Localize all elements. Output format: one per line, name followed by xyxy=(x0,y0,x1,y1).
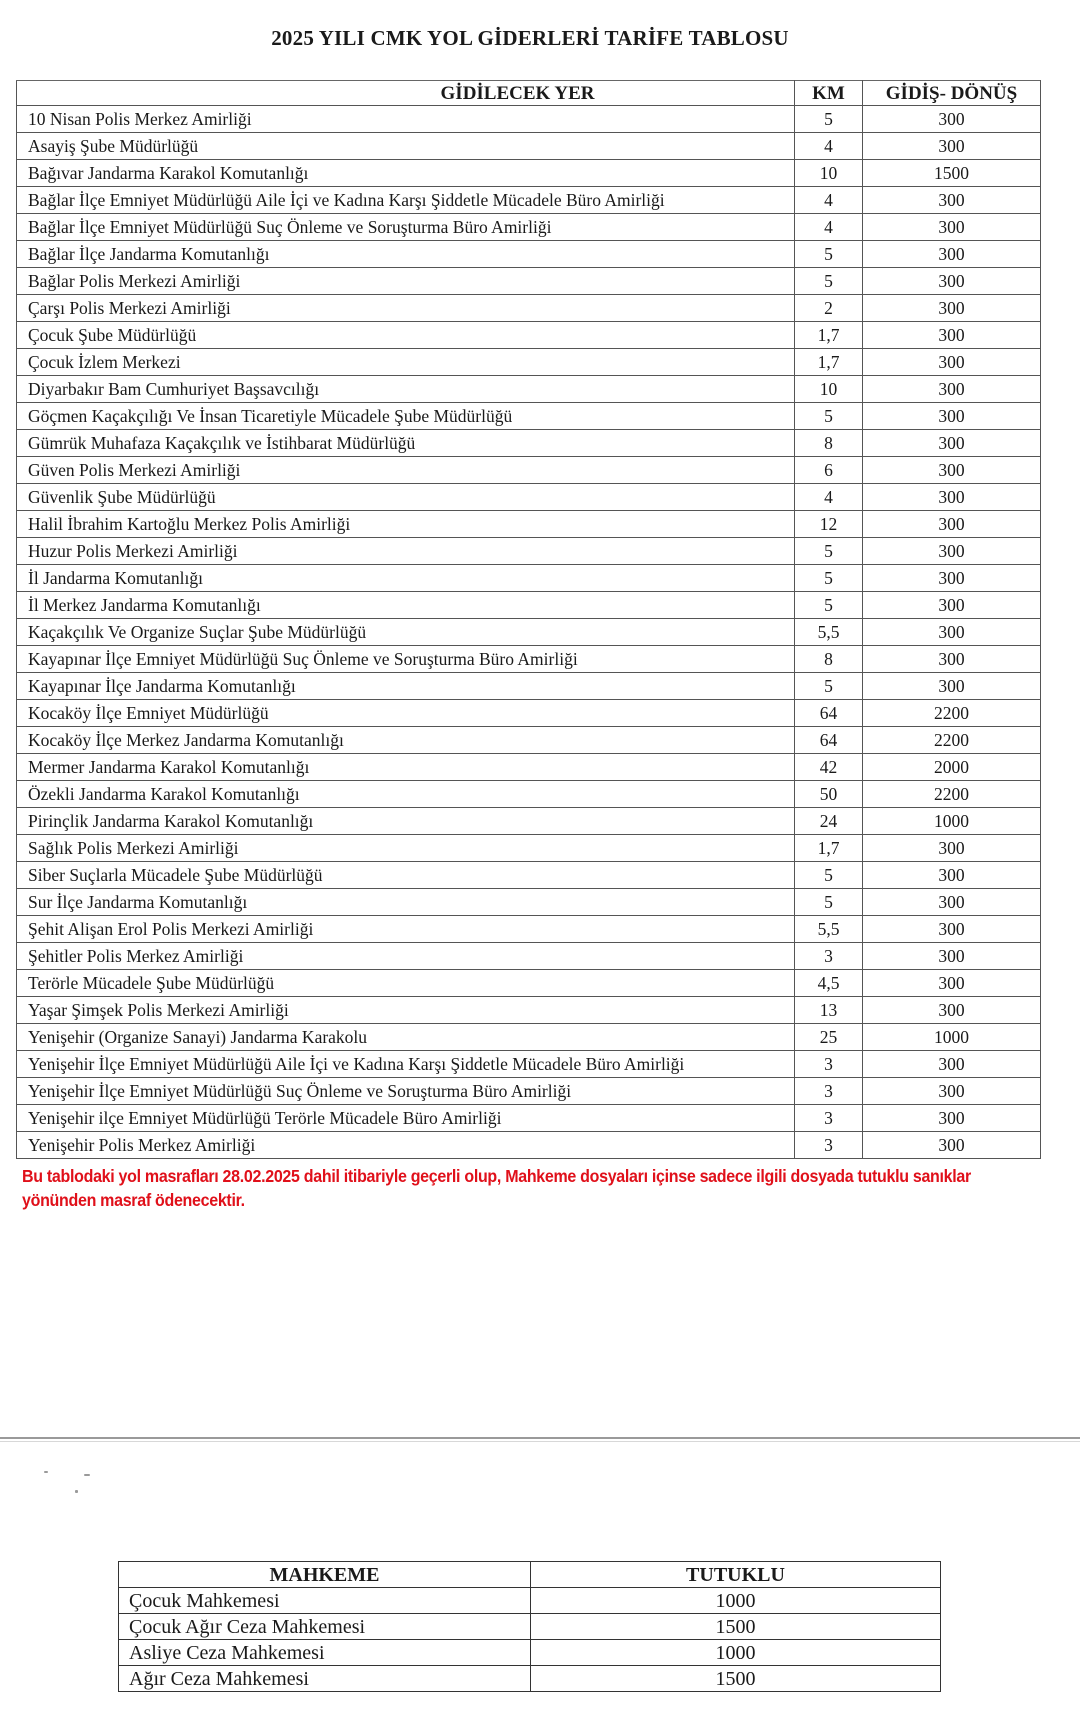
destination-cell: Güvenlik Şube Müdürlüğü xyxy=(17,484,795,511)
table-row xyxy=(17,241,1041,268)
destination-cell: Pirinçlik Jandarma Karakol Komutanlığı xyxy=(17,808,795,835)
round-trip-cell: 300 xyxy=(863,511,1041,538)
destination-cell: Kayapınar İlçe Emniyet Müdürlüğü Suç Önleme ve Soruşturma Büro Amirliği xyxy=(17,646,795,673)
km-cell: 24 xyxy=(795,808,863,835)
round-trip-cell: 300 xyxy=(863,889,1041,916)
destination-cell: Kayapınar İlçe Jandarma Komutanlığı xyxy=(17,673,795,700)
km-cell: 6 xyxy=(795,457,863,484)
table-row xyxy=(17,592,1041,619)
destination-cell: Kocaköy İlçe Emniyet Müdürlüğü xyxy=(17,700,795,727)
round-trip-cell: 300 xyxy=(863,214,1041,241)
destination-cell: Sağlık Polis Merkezi Amirliği xyxy=(17,835,795,862)
km-cell: 4 xyxy=(795,484,863,511)
detained-fee-cell: 1500 xyxy=(531,1666,941,1692)
route-table-body xyxy=(17,106,1041,1159)
destination-cell: Çocuk Şube Müdürlüğü xyxy=(17,322,795,349)
table-row xyxy=(17,484,1041,511)
round-trip-cell: 300 xyxy=(863,241,1041,268)
table-row xyxy=(17,160,1041,187)
round-trip-cell: 300 xyxy=(863,1078,1041,1105)
table-row xyxy=(17,430,1041,457)
round-trip-cell: 300 xyxy=(863,1132,1041,1159)
table-row xyxy=(17,565,1041,592)
header-round-trip: GİDİŞ- DÖNÜŞ xyxy=(863,81,1041,106)
destination-cell: Yaşar Şimşek Polis Merkezi Amirliği xyxy=(17,997,795,1024)
table-row xyxy=(17,646,1041,673)
detained-fee-cell: 1000 xyxy=(531,1640,941,1666)
km-cell: 5,5 xyxy=(795,619,863,646)
court-name-cell: Ağır Ceza Mahkemesi xyxy=(119,1666,531,1692)
km-cell: 5 xyxy=(795,538,863,565)
round-trip-cell: 300 xyxy=(863,484,1041,511)
destination-cell: Yenişehir Polis Merkez Amirliği xyxy=(17,1132,795,1159)
km-cell: 42 xyxy=(795,754,863,781)
route-tariff-table xyxy=(16,80,1041,1159)
table-row xyxy=(17,511,1041,538)
round-trip-cell: 2000 xyxy=(863,754,1041,781)
round-trip-cell: 300 xyxy=(863,376,1041,403)
header-destination: GİDİLECEK YER xyxy=(17,81,795,106)
round-trip-cell: 300 xyxy=(863,430,1041,457)
km-cell: 5 xyxy=(795,268,863,295)
scan-speck xyxy=(75,1490,78,1493)
km-cell: 3 xyxy=(795,1132,863,1159)
destination-cell: Halil İbrahim Kartoğlu Merkez Polis Amirliği xyxy=(17,511,795,538)
km-cell: 5 xyxy=(795,862,863,889)
destination-cell: Bağlar İlçe Jandarma Komutanlığı xyxy=(17,241,795,268)
table-row xyxy=(17,619,1041,646)
km-cell: 8 xyxy=(795,430,863,457)
court-name-cell: Çocuk Ağır Ceza Mahkemesi xyxy=(119,1614,531,1640)
court-row xyxy=(119,1588,941,1614)
table-row xyxy=(17,187,1041,214)
page-separator-shadow xyxy=(0,1441,1080,1442)
destination-cell: Mermer Jandarma Karakol Komutanlığı xyxy=(17,754,795,781)
destination-cell: Gümrük Muhafaza Kaçakçılık ve İstihbarat Müdürlüğü xyxy=(17,430,795,457)
km-cell: 4 xyxy=(795,187,863,214)
round-trip-cell: 300 xyxy=(863,835,1041,862)
table-row xyxy=(17,1024,1041,1051)
table-row xyxy=(17,538,1041,565)
destination-cell: Huzur Polis Merkezi Amirliği xyxy=(17,538,795,565)
round-trip-cell: 2200 xyxy=(863,781,1041,808)
destination-cell: Bağlar İlçe Emniyet Müdürlüğü Aile İçi ve Kadına Karşı Şiddetle Mücadele Büro Amirliği xyxy=(17,187,795,214)
table-row xyxy=(17,889,1041,916)
round-trip-cell: 300 xyxy=(863,133,1041,160)
round-trip-cell: 300 xyxy=(863,997,1041,1024)
round-trip-cell: 1000 xyxy=(863,1024,1041,1051)
destination-cell: İl Jandarma Komutanlığı xyxy=(17,565,795,592)
km-cell: 25 xyxy=(795,1024,863,1051)
destination-cell: Asayiş Şube Müdürlüğü xyxy=(17,133,795,160)
km-cell: 3 xyxy=(795,1051,863,1078)
detained-fee-cell: 1500 xyxy=(531,1614,941,1640)
destination-cell: Güven Polis Merkezi Amirliği xyxy=(17,457,795,484)
table-row xyxy=(17,727,1041,754)
km-cell: 5,5 xyxy=(795,916,863,943)
round-trip-cell: 300 xyxy=(863,619,1041,646)
km-cell: 5 xyxy=(795,592,863,619)
table-row xyxy=(17,700,1041,727)
destination-cell: Özekli Jandarma Karakol Komutanlığı xyxy=(17,781,795,808)
table-row xyxy=(17,457,1041,484)
destination-cell: Çocuk İzlem Merkezi xyxy=(17,349,795,376)
destination-cell: Siber Suçlarla Mücadele Şube Müdürlüğü xyxy=(17,862,795,889)
round-trip-cell: 2200 xyxy=(863,700,1041,727)
destination-cell: Kocaköy İlçe Merkez Jandarma Komutanlığı xyxy=(17,727,795,754)
km-cell: 13 xyxy=(795,997,863,1024)
km-cell: 8 xyxy=(795,646,863,673)
table-row xyxy=(17,1051,1041,1078)
km-cell: 1,7 xyxy=(795,322,863,349)
round-trip-cell: 300 xyxy=(863,1105,1041,1132)
court-row xyxy=(119,1640,941,1666)
km-cell: 5 xyxy=(795,403,863,430)
table-row xyxy=(17,1078,1041,1105)
km-cell: 64 xyxy=(795,727,863,754)
round-trip-cell: 300 xyxy=(863,565,1041,592)
round-trip-cell: 300 xyxy=(863,349,1041,376)
round-trip-cell: 300 xyxy=(863,943,1041,970)
km-cell: 10 xyxy=(795,160,863,187)
km-cell: 5 xyxy=(795,106,863,133)
table-row xyxy=(17,349,1041,376)
km-cell: 50 xyxy=(795,781,863,808)
km-cell: 4,5 xyxy=(795,970,863,997)
km-cell: 5 xyxy=(795,565,863,592)
table-row xyxy=(17,322,1041,349)
destination-cell: Sur İlçe Jandarma Komutanlığı xyxy=(17,889,795,916)
destination-cell: Yenişehir (Organize Sanayi) Jandarma Karakolu xyxy=(17,1024,795,1051)
court-name-cell: Çocuk Mahkemesi xyxy=(119,1588,531,1614)
destination-cell: 10 Nisan Polis Merkez Amirliği xyxy=(17,106,795,133)
detained-fee-cell: 1000 xyxy=(531,1588,941,1614)
km-cell: 2 xyxy=(795,295,863,322)
header-km: KM xyxy=(795,81,863,106)
destination-cell: Yenişehir ilçe Emniyet Müdürlüğü Terörle Mücadele Büro Amirliği xyxy=(17,1105,795,1132)
destination-cell: Bağlar İlçe Emniyet Müdürlüğü Suç Önleme ve Soruşturma Büro Amirliği xyxy=(17,214,795,241)
table-row xyxy=(17,133,1041,160)
round-trip-cell: 300 xyxy=(863,295,1041,322)
document-title: 2025 YILI CMK YOL GİDERLERİ TARİFE TABLOSU xyxy=(271,26,789,50)
destination-cell: Diyarbakır Bam Cumhuriyet Başsavcılığı xyxy=(17,376,795,403)
round-trip-cell: 1500 xyxy=(863,160,1041,187)
round-trip-cell: 300 xyxy=(863,403,1041,430)
round-trip-cell: 300 xyxy=(863,322,1041,349)
km-cell: 5 xyxy=(795,241,863,268)
court-row xyxy=(119,1614,941,1640)
court-row xyxy=(119,1666,941,1692)
table-row xyxy=(17,808,1041,835)
table-row xyxy=(17,295,1041,322)
round-trip-cell: 2200 xyxy=(863,727,1041,754)
destination-cell: Çarşı Polis Merkezi Amirliği xyxy=(17,295,795,322)
table-row xyxy=(17,268,1041,295)
destination-cell: Yenişehir İlçe Emniyet Müdürlüğü Aile İçi ve Kadına Karşı Şiddetle Mücadele Büro Amirliği xyxy=(17,1051,795,1078)
court-table-body xyxy=(119,1588,941,1692)
table-header-row xyxy=(17,81,1041,106)
destination-cell: Yenişehir İlçe Emniyet Müdürlüğü Suç Önleme ve Soruşturma Büro Amirliği xyxy=(17,1078,795,1105)
scan-speck xyxy=(44,1471,48,1473)
table-row xyxy=(17,835,1041,862)
destination-cell: Terörle Mücadele Şube Müdürlüğü xyxy=(17,970,795,997)
destination-cell: İl Merkez Jandarma Komutanlığı xyxy=(17,592,795,619)
round-trip-cell: 300 xyxy=(863,457,1041,484)
court-name-cell: Asliye Ceza Mahkemesi xyxy=(119,1640,531,1666)
km-cell: 1,7 xyxy=(795,349,863,376)
header-detained: TUTUKLU xyxy=(531,1562,941,1588)
table-row xyxy=(17,997,1041,1024)
scan-speck xyxy=(84,1474,90,1476)
table-row xyxy=(17,214,1041,241)
court-header-row xyxy=(119,1562,941,1588)
destination-cell: Göçmen Kaçakçılığı Ve İnsan Ticaretiyle Mücadele Şube Müdürlüğü xyxy=(17,403,795,430)
round-trip-cell: 300 xyxy=(863,916,1041,943)
km-cell: 1,7 xyxy=(795,835,863,862)
round-trip-cell: 300 xyxy=(863,592,1041,619)
round-trip-cell: 300 xyxy=(863,646,1041,673)
km-cell: 4 xyxy=(795,214,863,241)
table-row xyxy=(17,673,1041,700)
round-trip-cell: 300 xyxy=(863,268,1041,295)
round-trip-cell: 1000 xyxy=(863,808,1041,835)
validity-note: Bu tablodaki yol masrafları 28.02.2025 dahil itibariyle geçerli olup, Mahkeme dosyaları içinse sadece ilgili dosyada tutuklu sanıklar yönünden masraf ödenecektir. xyxy=(22,1168,971,1211)
table-row xyxy=(17,376,1041,403)
km-cell: 64 xyxy=(795,700,863,727)
km-cell: 3 xyxy=(795,1105,863,1132)
table-row xyxy=(17,943,1041,970)
round-trip-cell: 300 xyxy=(863,673,1041,700)
table-row xyxy=(17,106,1041,133)
km-cell: 5 xyxy=(795,889,863,916)
page-separator xyxy=(0,1437,1080,1439)
destination-cell: Bağlar Polis Merkezi Amirliği xyxy=(17,268,795,295)
round-trip-cell: 300 xyxy=(863,1051,1041,1078)
destination-cell: Bağıvar Jandarma Karakol Komutanlığı xyxy=(17,160,795,187)
destination-cell: Kaçakçılık Ve Organize Suçlar Şube Müdürlüğü xyxy=(17,619,795,646)
table-row xyxy=(17,970,1041,997)
header-court: MAHKEME xyxy=(119,1562,531,1588)
km-cell: 5 xyxy=(795,673,863,700)
table-row xyxy=(17,916,1041,943)
round-trip-cell: 300 xyxy=(863,187,1041,214)
km-cell: 12 xyxy=(795,511,863,538)
round-trip-cell: 300 xyxy=(863,106,1041,133)
table-row xyxy=(17,1132,1041,1159)
round-trip-cell: 300 xyxy=(863,970,1041,997)
km-cell: 4 xyxy=(795,133,863,160)
km-cell: 3 xyxy=(795,943,863,970)
table-row xyxy=(17,781,1041,808)
destination-cell: Şehitler Polis Merkez Amirliği xyxy=(17,943,795,970)
table-row xyxy=(17,754,1041,781)
km-cell: 10 xyxy=(795,376,863,403)
destination-cell: Şehit Alişan Erol Polis Merkezi Amirliği xyxy=(17,916,795,943)
court-tariff-table xyxy=(118,1561,941,1692)
table-row xyxy=(17,1105,1041,1132)
km-cell: 3 xyxy=(795,1078,863,1105)
table-row xyxy=(17,403,1041,430)
round-trip-cell: 300 xyxy=(863,538,1041,565)
round-trip-cell: 300 xyxy=(863,862,1041,889)
table-row xyxy=(17,862,1041,889)
